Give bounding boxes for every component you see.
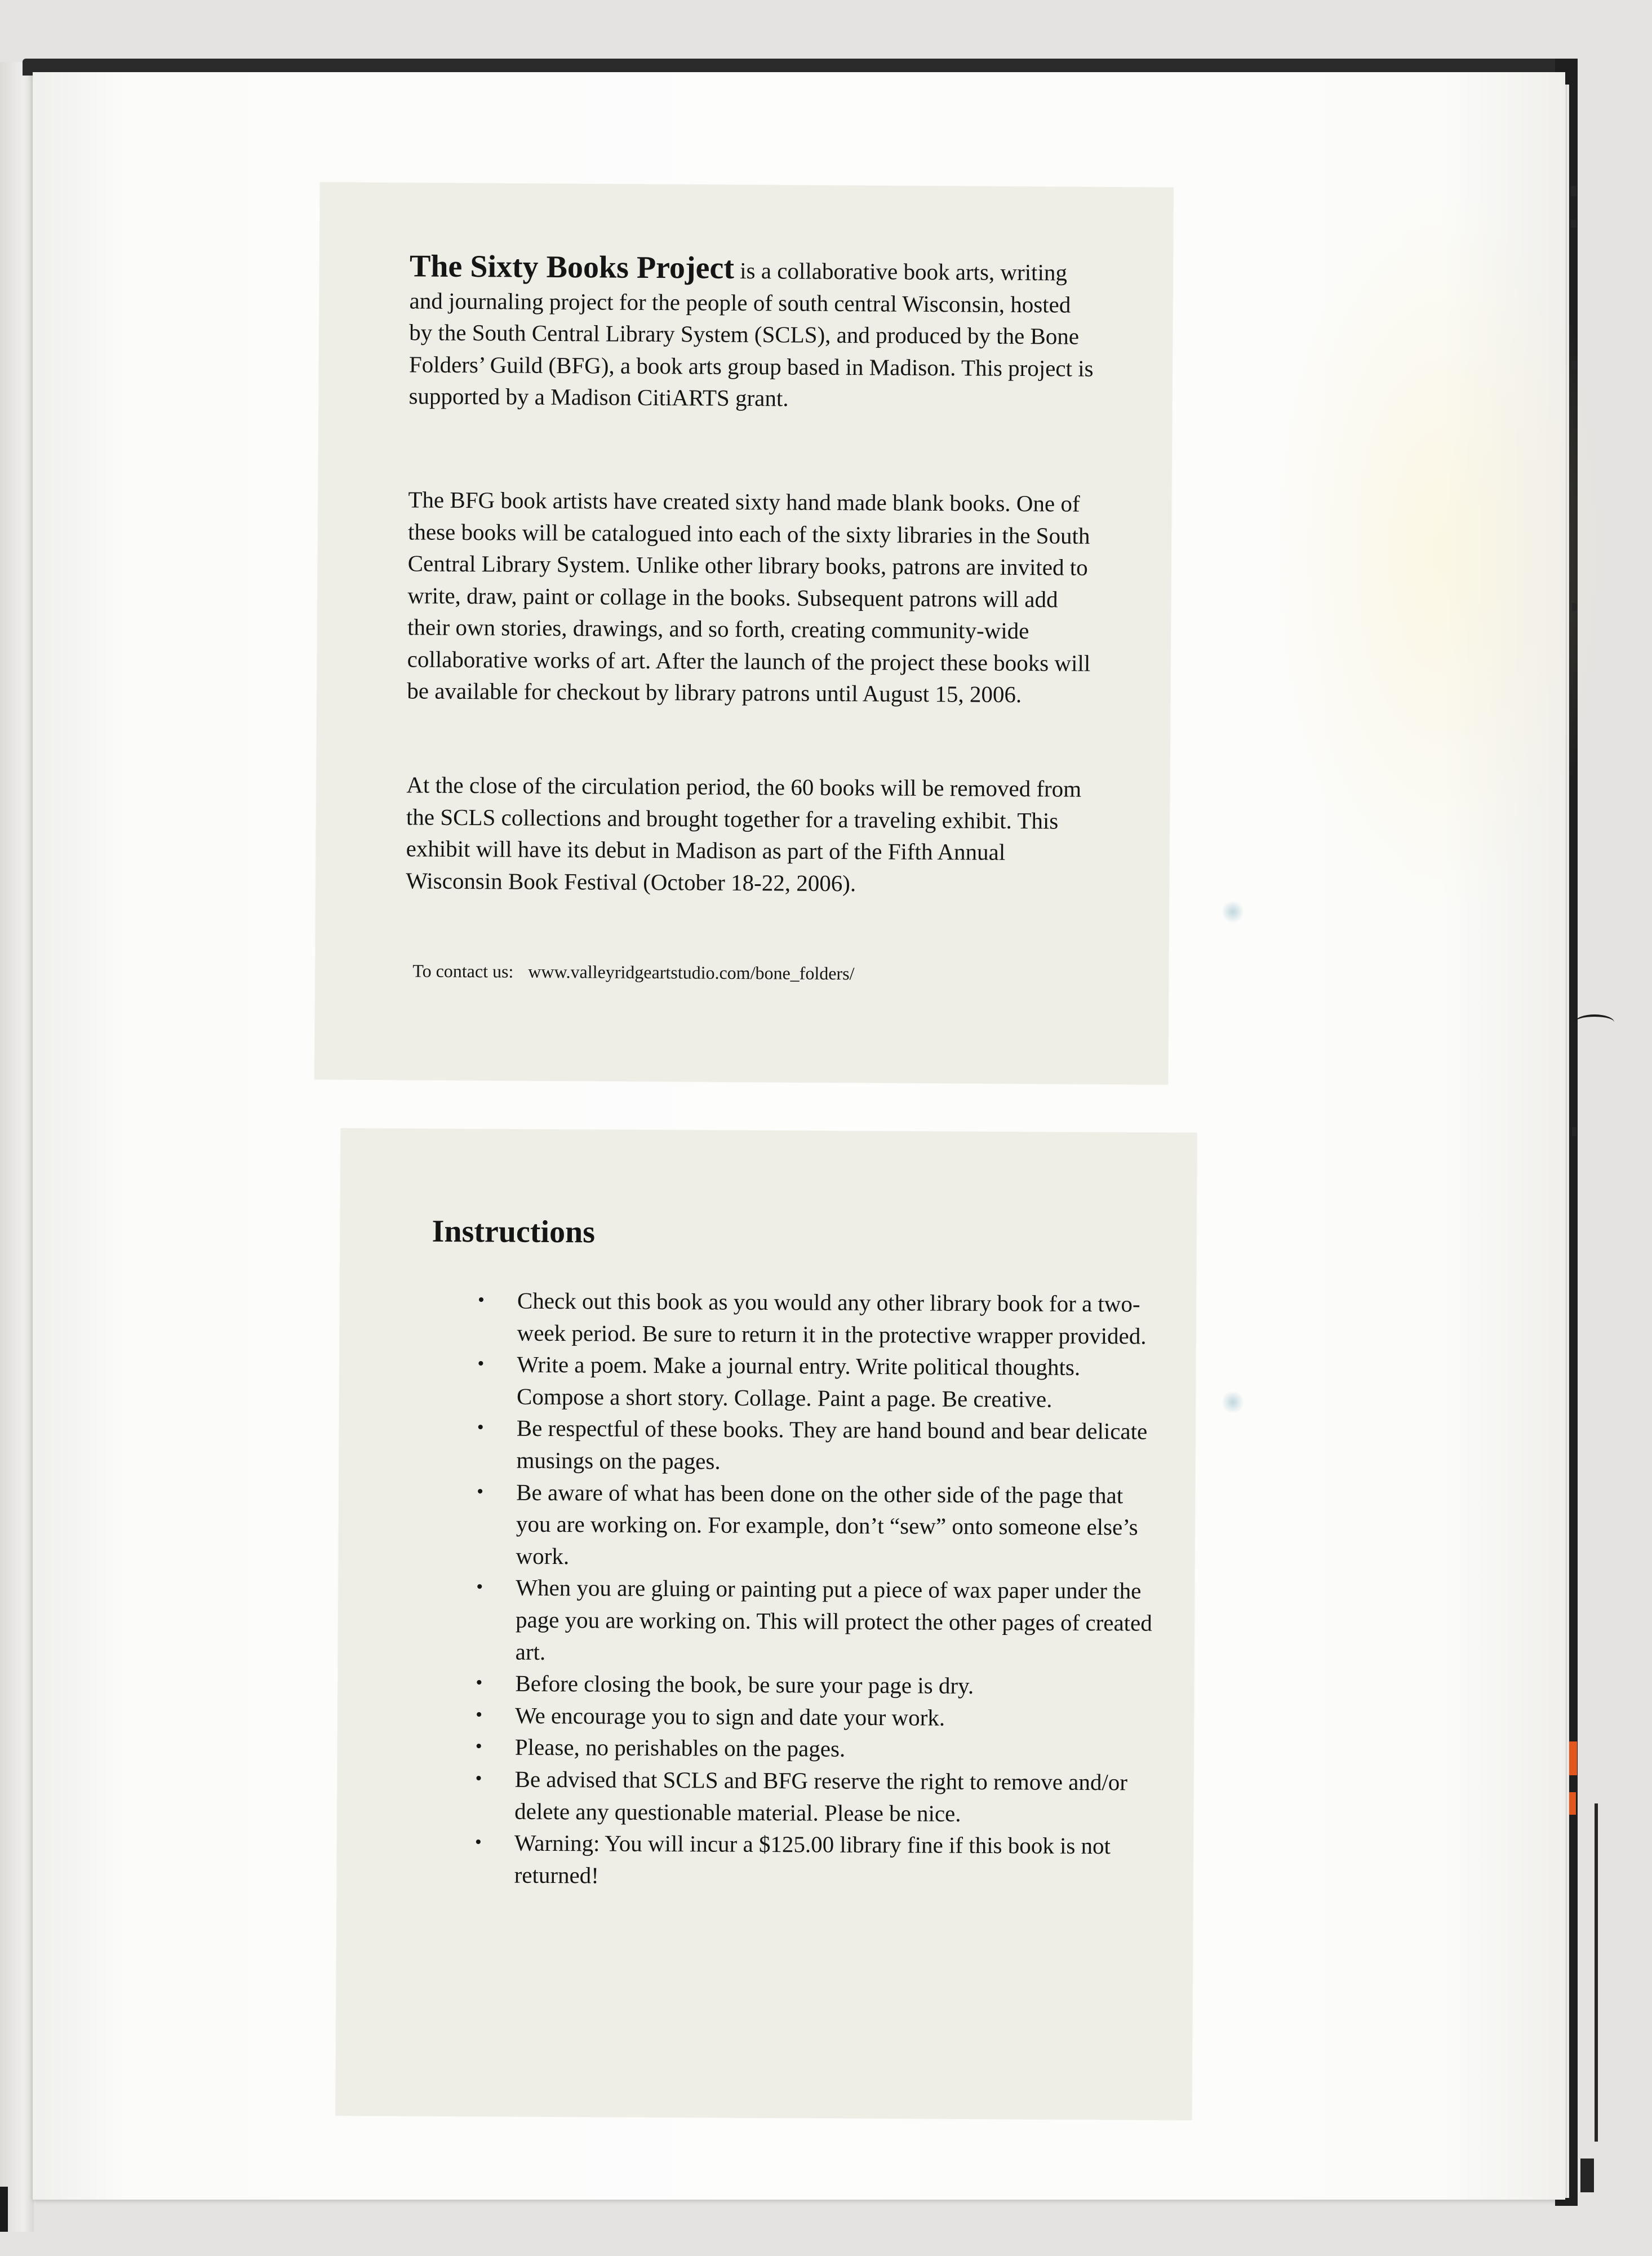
list-item — [430, 1667, 1152, 1703]
list-item-text: Warning: You will incur a $125.00 library fine if this book is not returned! — [514, 1829, 1111, 1889]
project-books-paragraph: The BFG book artists have created sixty hand made blank books. One of these books will be catalogued into each of the sixty libraries in the South Central Library System. Unlike other library books, patrons are invited to write, draw, paint or collage in the books. Subsequent patrons will add their own stories, drawings, and so forth, creating community-wide collaborative works of art. After the launch of the project these books will be available for checkout by library patrons until August 15, 2006. — [407, 486, 1091, 708]
bullet-icon: • — [475, 1736, 482, 1757]
edge-mark — [1595, 1803, 1598, 2142]
list-item-text: Be aware of what has been done on the other side of the page that you are working on. For example, don’t “sew” onto someone else’s work. — [516, 1479, 1138, 1569]
contact-url: www.valleyridgeartstudio.com/bone_folders/ — [528, 961, 855, 984]
bullet-icon: • — [477, 1481, 484, 1502]
list-item — [430, 1731, 1152, 1766]
instructions-sheet — [335, 1128, 1197, 2120]
edge-mark — [1571, 220, 1576, 228]
project-exhibit-paragraph: At the close of the circulation period, the 60 books will be removed from the SCLS collections and brought together for a traveling exhibit. This exhibit will have its debut in Madison as part of the Fifth Annual Wisconsin Book Festival (October 18-22, 2006). — [406, 772, 1082, 896]
list-item — [432, 1348, 1154, 1416]
bullet-icon: • — [474, 1832, 482, 1853]
bullet-icon: • — [476, 1576, 483, 1598]
edge-mark — [1571, 361, 1576, 370]
list-item-text: Before closing the book, be sure your page is dry. — [515, 1670, 974, 1699]
paper-stain — [1272, 185, 1610, 918]
edge-mark — [1580, 2159, 1594, 2192]
ink-spot — [1222, 1391, 1244, 1413]
project-intro-paragraph — [408, 250, 1097, 416]
bullet-icon: • — [475, 1768, 482, 1789]
list-item — [433, 1284, 1154, 1352]
edge-mark — [1569, 1741, 1577, 1775]
project-title: The Sixty Books Project — [409, 249, 735, 286]
edge-mark — [1569, 1792, 1576, 1815]
edge-mark — [1571, 186, 1576, 196]
list-item-text: Write a poem. Make a journal entry. Write political thoughts. Compose a short story. Collage. Paint a page. Be creative. — [516, 1351, 1081, 1412]
contact-label: To contact us: — [412, 960, 514, 982]
previous-page-edge — [0, 62, 34, 2232]
project-intro-text: is a collaborative book arts, writing and journaling project for the people of south central Wisconsin, hosted by the South Central Library System (SCLS), and produced by the Bone Folders’ Guild (BFG), a book arts group based in Madison. This project is supported by a Madison CitiARTS grant. — [408, 257, 1094, 411]
contact-line — [412, 960, 854, 984]
list-item-text: Be respectful of these books. They are hand bound and bear delicate musings on the pages. — [516, 1415, 1148, 1474]
list-item — [431, 1571, 1153, 1670]
list-item — [431, 1475, 1153, 1575]
list-item-text: Check out this book as you would any other library book for a two-week period. Be sure to return it in the protective wrapper provided. — [517, 1287, 1147, 1349]
instructions-title: Instructions — [432, 1213, 596, 1250]
edge-mark — [1572, 1127, 1576, 1136]
bullet-icon: • — [476, 1704, 483, 1726]
list-item — [432, 1412, 1153, 1479]
project-description-sheet — [314, 182, 1174, 1084]
bullet-icon: • — [476, 1672, 483, 1694]
list-item-text: Be advised that SCLS and BFG reserve the right to remove and/or delete any questionable material. Please be nice. — [514, 1766, 1128, 1827]
bullet-icon: • — [477, 1353, 485, 1375]
ink-spot — [1222, 901, 1244, 923]
list-item-text: Please, no perishables on the pages. — [514, 1734, 846, 1762]
list-item-text: We encourage you to sign and date your work. — [515, 1702, 945, 1731]
list-item — [430, 1699, 1152, 1735]
list-item — [430, 1827, 1152, 1894]
list-item — [430, 1763, 1152, 1830]
bullet-icon: • — [477, 1289, 485, 1311]
list-item-text: When you are gluing or painting put a piece of wax paper under the page you are working on. This will protect the other pages of created art. — [515, 1575, 1152, 1665]
instructions-list — [430, 1284, 1154, 1894]
spine-mark — [0, 2187, 8, 2232]
edge-mark — [1572, 603, 1576, 611]
bullet-icon: • — [477, 1417, 484, 1438]
binding-thread — [1575, 1014, 1614, 1030]
